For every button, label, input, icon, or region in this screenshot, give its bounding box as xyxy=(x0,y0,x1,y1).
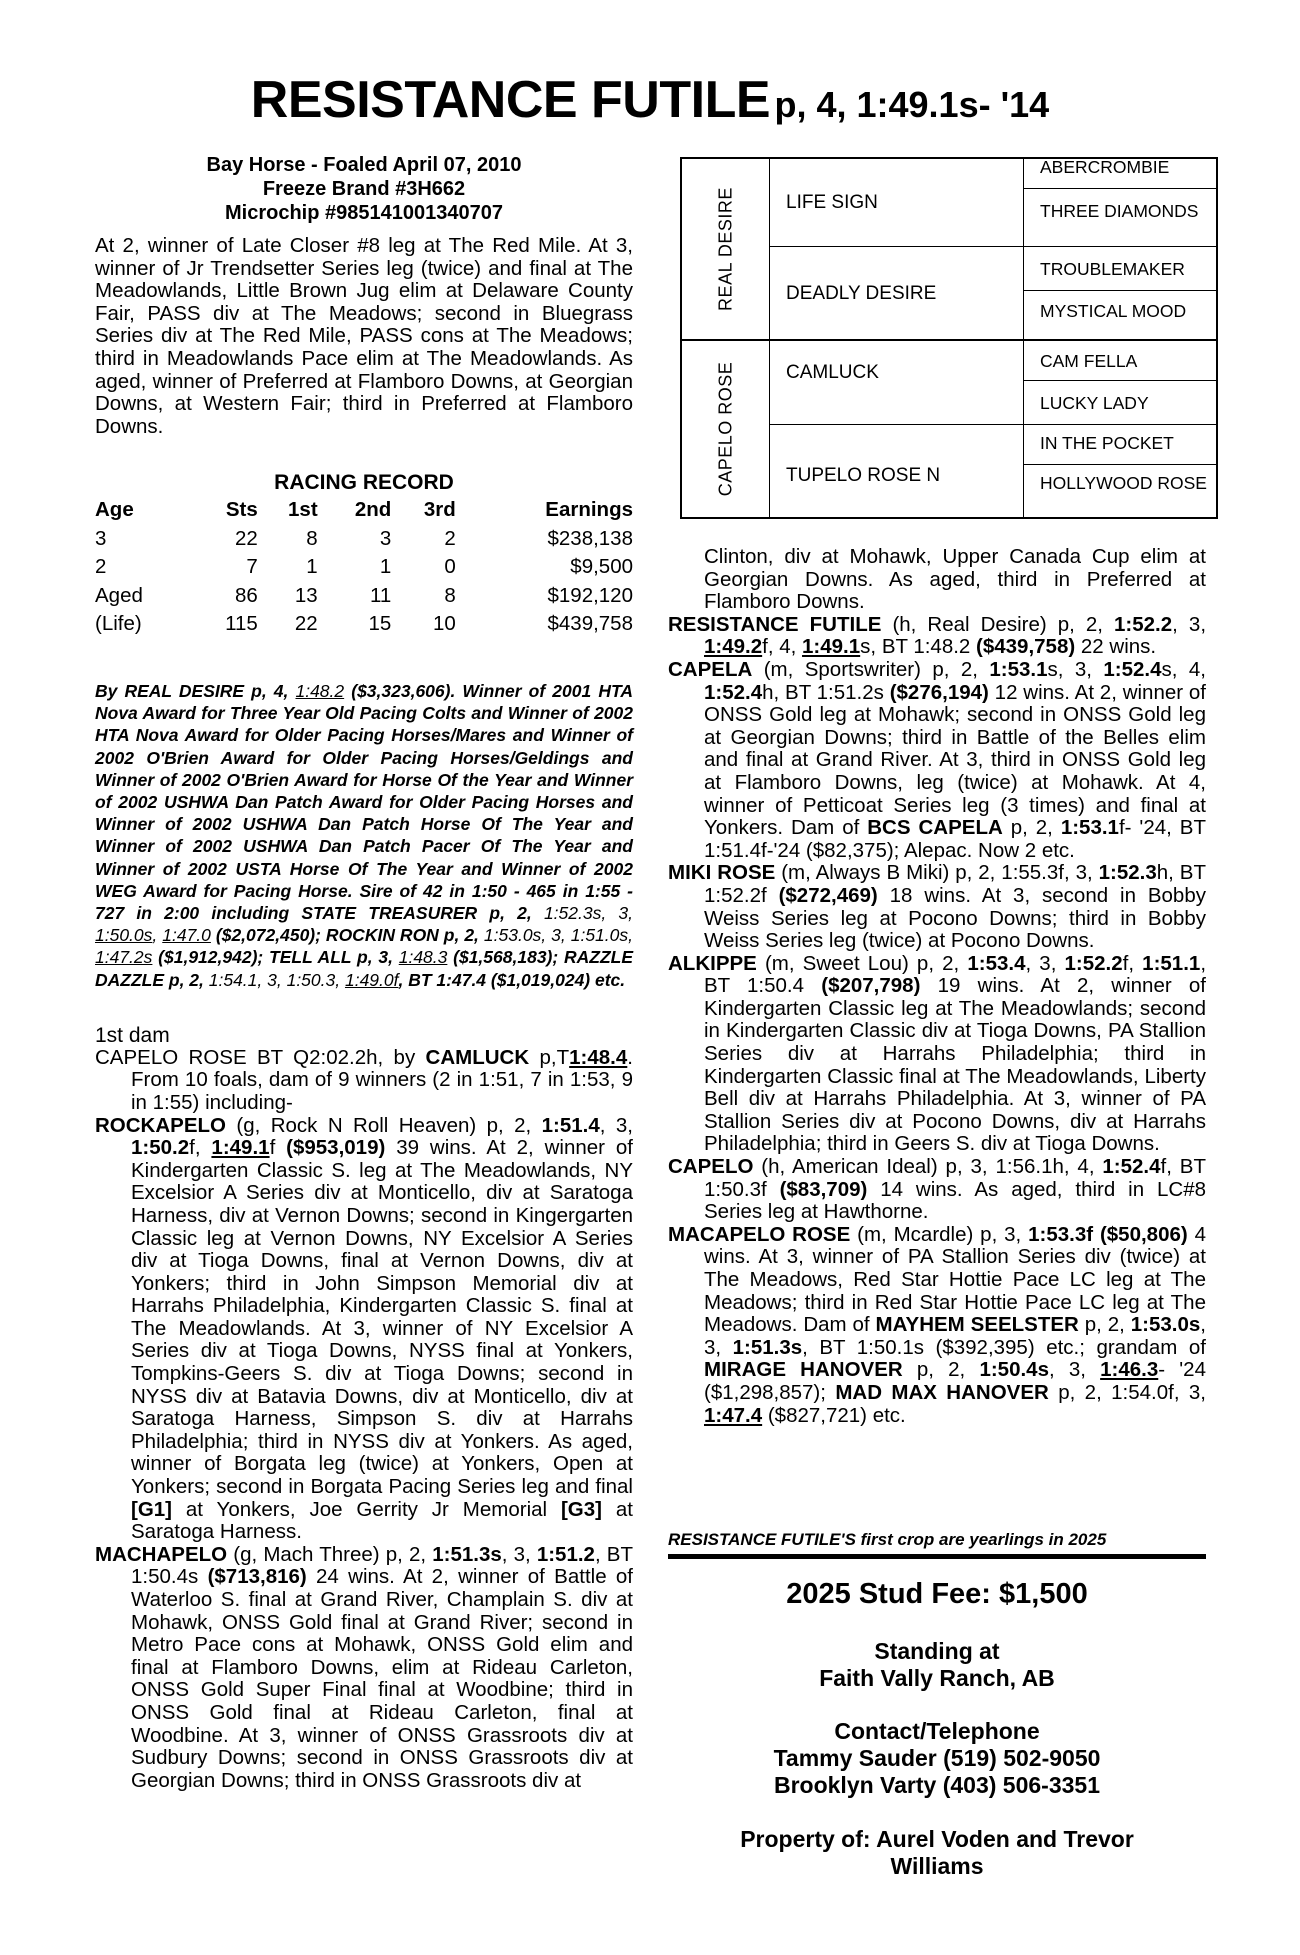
pedigree-dam-dam: TUPELO ROSE N xyxy=(770,425,1024,517)
offspring-name: RESISTANCE FUTILE xyxy=(668,612,882,636)
entry-time: 1:51.2 xyxy=(536,1542,595,1566)
offspring-capelo xyxy=(668,1156,1206,1224)
cell: 10 xyxy=(432,612,456,636)
entry-text: 18 wins. At 3, second in Bobby Weiss Series leg at Pocono Downs; third in Bobby Weiss Series leg (twice) at Pocono Downs. xyxy=(704,883,1206,953)
entry-text: (h, American Ideal) p, 3, 1:56.1h, 4, xyxy=(753,1155,1103,1179)
cell: 1 xyxy=(306,555,318,579)
entry-time: 1:52.4 xyxy=(704,680,763,704)
contact-brooklyn: Brooklyn Varty (403) 506-3351 xyxy=(773,1772,1100,1798)
pedigree-sire-box xyxy=(682,159,770,341)
first-dam-intro xyxy=(95,1047,633,1115)
horse-info xyxy=(95,153,633,225)
entry-text: , BT 1:50.4 xyxy=(704,951,1207,998)
entry-text: 19 wins. At 2, winner of Kindergarten Classic leg at The Meadowlands; second in Kindergarten Classic div at Tioga Downs, PA Stallion Series div at Harrahs Philadelphia; third in Kindergarten Classic final at The Meadowlands, Liberty Bell div at Harrahs Philadelphia. At 3, winner of PA Stallion Series div at Pocono Downs, div at Harrahs Philadelphia; third in Geers S. div at Tioga Downs. xyxy=(704,974,1206,1156)
entry-earnings: ($439,758) xyxy=(976,635,1076,659)
stud-fee: 2025 Stud Fee: $1,500 xyxy=(786,1578,1088,1610)
cell: $9,500 xyxy=(570,555,633,579)
dam-text: CAPELO ROSE BT Q2:02.2h, by xyxy=(95,1045,426,1069)
summary-paragraph: At 2, winner of Late Closer #8 leg at The Red Mile. At 3, winner of Jr Trendsetter Series leg (twice) and final at The Meadowlands, Little Brown Jug elim at Delaware County Fair, PASS div at The Meadows; second in Bluegrass Series div at The Red Mile, PASS cons at The Meadows; third in Meadowlands Pace elim at The Meadowlands. As aged, winner of Preferred at Flamboro Downs, at Georgian Downs, at Western Fair; third in Preferred at Flamboro Downs. xyxy=(95,234,633,438)
entry-text: , 3, xyxy=(1025,951,1065,975)
offspring-name: BCS CAPELA xyxy=(867,816,1003,840)
pedigree-dam: CAPELO ROSE xyxy=(715,361,735,497)
col-header: Earnings xyxy=(545,497,633,521)
offspring-name: MAD MAX HANOVER xyxy=(835,1380,1049,1404)
pedigree-dam-box xyxy=(682,341,770,517)
entry-text: 24 wins. At 2, winner of Battle of Waterloo S. final at Grand River, Champlain S. div at Mohawk, ONSS Gold final at Grand River; second in Metro Pace cons at Mohawk, ONSS Gold elim and final at Flamboro Downs, elim at Rideau Carleton, ONSS Gold Super Final final at Woodbine; third in ONSS Gold final at Rideau Carleton, final at Woodbine. At 3, winner of ONSS Grassroots div at Sudbury Downs; second in ONSS Grassroots div at Georgian Downs; third in ONSS Grassroots div at xyxy=(131,1565,633,1792)
entry-time: 1:53.1 xyxy=(1060,816,1119,840)
entry-text: 39 wins. At 2, winner of Kindergarten Classic S. leg at The Meadowlands, NY Excelsior A Series div at Monticello, div at Saratoga Harness, div at Vernon Downs; second in Kingergarten Classic leg at Vernon Downs, NY Excelsior A Series div at Tioga Downs, final at Vernon Downs, div at Yonkers; third in John Simpson Memorial div at Harrahs Philadelphia, Kindergarten Classic S. final at The Meadowlands. At 3, winner of NY Excelsior A Series div at Tioga Downs, NYSS final at Yonkers, Tompkins-Geers S. div at Tioga Downs; second in NYSS div at Batavia Downs, div at Monticello, div at Saratoga Harness, Simpson S. div at Harrahs Philadelphia; third in NYSS div at Yonkers. As aged, winner of Borgata leg (twice) at Yonkers, Open at Yonkers; second in Borgata Pacing Series leg and final xyxy=(131,1136,633,1499)
sire-text: , BT 1:47.4 ($1,019,024) etc. xyxy=(398,969,626,990)
standing-location: Faith Vally Ranch, AB xyxy=(819,1665,1055,1691)
entry-text: p, 2, xyxy=(1078,1313,1131,1337)
offspring-miki-rose xyxy=(668,862,1206,952)
entry-time: 1:53.1 xyxy=(989,657,1048,681)
entry-earnings: ($713,816) xyxy=(207,1565,307,1589)
property-owners: Property of: Aurel Voden and Trevor Williams xyxy=(740,1826,1134,1879)
dam-text: . From 10 foals, dam of 9 winners (2 in 1:51, 7 in 1:53, 9 in 1:55) including- xyxy=(131,1045,633,1114)
dam-text: p,T xyxy=(529,1045,570,1069)
sire-text: 1:48.2 xyxy=(295,680,345,701)
entry-text: at Saratoga Harness. xyxy=(131,1497,633,1544)
cell: 7 xyxy=(246,555,258,579)
entry-earnings: ($272,469) xyxy=(778,883,878,907)
pedigree-sire-dam: DEADLY DESIRE xyxy=(770,247,1024,341)
entry-text: (m, Sweet Lou) p, 2, xyxy=(756,951,968,975)
entry-time: 1:50.2 xyxy=(131,1136,190,1160)
sire-paragraph xyxy=(95,680,633,991)
entry-text: 14 wins. As aged, third in LC#8 Series leg at Hawthorne. xyxy=(704,1177,1206,1224)
cell: 2 xyxy=(95,555,107,579)
entry-text: , 3, xyxy=(599,1113,633,1137)
entry-time: 1:53.0s xyxy=(1130,1313,1201,1337)
entry-earnings: ($276,194) xyxy=(889,680,989,704)
cell: 8 xyxy=(444,583,456,607)
cell: 11 xyxy=(370,583,392,607)
entry-text: , BT 1:50.1s ($392,395) etc.; grandam of xyxy=(802,1335,1206,1359)
pedigree-g3: THREE DIAMONDS xyxy=(1024,189,1216,247)
pedigree-g3: TROUBLEMAKER xyxy=(1024,247,1216,291)
first-dam-heading: 1st dam xyxy=(95,1023,170,1047)
entry-time: 1:47.4 xyxy=(704,1403,763,1427)
entry-text: 12 wins. At 2, winner of ONSS Gold leg at Mohawk; second in ONSS Gold leg at Georgian Downs; third in Battle of the Belles elim and final at Grand River. At 3, third in ONSS Gold leg at Flamboro Downs, leg (twice) at Mohawk. At 4, winner of Petticoat Series leg (3 times) and final at Yonkers. Dam of xyxy=(704,680,1206,840)
entry-time: 1:49.1 xyxy=(211,1136,270,1160)
entry-text: , BT 1:50.4s xyxy=(131,1542,633,1589)
cell: 15 xyxy=(368,612,392,636)
sire-text: 1:53.0s, 3, 1:51.0s, xyxy=(483,925,633,946)
cell: 0 xyxy=(444,555,456,579)
first-crop-note: RESISTANCE FUTILE'S first crop are yearlings in 2025 xyxy=(668,1530,1206,1559)
cell: $238,138 xyxy=(547,526,633,550)
entry-text: 4 wins. At 3, winner of PA Stallion Series div (twice) at The Meadows, Red Star Hottie Pace LC leg at The Meadows; third in Red Star Hottie Pace LC leg at The Meadows. Dam of xyxy=(704,1222,1206,1337)
racing-record-table xyxy=(95,497,633,640)
entry-text: (m, Always B Miki) p, 2, 1:55.3f, 3, xyxy=(775,861,1099,885)
table-row xyxy=(95,554,633,583)
entry-time: 1:52.4 xyxy=(1102,1155,1161,1179)
cell: Aged xyxy=(95,583,143,607)
contact-title: Contact/Telephone xyxy=(834,1718,1040,1744)
horse-summary: p, 4, 1:49.1s- '14 xyxy=(774,84,1050,125)
entry-time: 1:49.1 xyxy=(802,635,861,659)
entry-text: at Yonkers, Joe Gerrity Jr Memorial xyxy=(172,1497,561,1521)
offspring-capela xyxy=(668,659,1206,862)
offspring-name: ALKIPPE xyxy=(668,951,757,975)
pedigree-sire-sire: LIFE SIGN xyxy=(770,159,1024,247)
cell: 3 xyxy=(95,526,107,550)
dam-sire: CAMLUCK xyxy=(425,1045,530,1069)
col-header: 2nd xyxy=(354,497,392,521)
entry-time: 1:53.3f xyxy=(1028,1222,1094,1246)
entry-text: p, 2, 1:54.0f, 3, xyxy=(1048,1380,1206,1404)
pedigree-g3: ABERCROMBIE xyxy=(1024,159,1216,189)
offspring-name: MAYHEM SEELSTER xyxy=(875,1313,1079,1337)
entry-time: 1:51.1 xyxy=(1142,951,1201,975)
grade-tag: [G1] xyxy=(131,1497,172,1521)
sire-text: 1:47.0 xyxy=(162,925,211,946)
entry-time: 1:46.3 xyxy=(1100,1358,1159,1382)
offspring-alkippe xyxy=(668,953,1206,1156)
offspring-name: MACAPELO ROSE xyxy=(668,1222,851,1246)
entry-text: (m, Mcardle) p, 3, xyxy=(850,1222,1029,1246)
left-column xyxy=(95,153,633,1792)
entry-text: h, BT 1:52.2f xyxy=(704,861,1206,907)
entry-time: 1:51.3s xyxy=(432,1542,502,1566)
standing-block xyxy=(668,1638,1206,1692)
entry-earnings: ($953,019) xyxy=(286,1136,386,1160)
pedigree-sire: REAL DESIRE xyxy=(715,187,735,311)
entry-time: 1:50.4s xyxy=(979,1358,1049,1382)
offspring-macapelo-rose xyxy=(668,1224,1206,1427)
racing-record-title: RACING RECORD xyxy=(274,471,454,495)
pedigree-dam-sire: CAMLUCK xyxy=(770,341,1024,425)
entry-text: , 3, xyxy=(1172,612,1207,636)
entry-text: f xyxy=(269,1136,287,1160)
cell: 115 xyxy=(225,612,258,636)
col-header: Sts xyxy=(225,497,258,521)
entry-text: f, BT 1:50.3f xyxy=(704,1155,1206,1201)
dam-time: 1:48.4 xyxy=(569,1045,628,1069)
foaled-line: Bay Horse - Foaled April 07, 2010 xyxy=(206,154,522,176)
entry-text: f, xyxy=(1122,951,1143,975)
offspring-name: MACHAPELO xyxy=(95,1542,228,1566)
offspring-name: ROCKAPELO xyxy=(95,1113,226,1137)
entry-time: 1:53.4 xyxy=(967,951,1026,975)
pedigree-chart xyxy=(680,157,1218,519)
entry-text: (g, Rock N Roll Heaven) p, 2, xyxy=(225,1113,542,1137)
entry-text: ($827,721) etc. xyxy=(762,1403,906,1427)
sire-text: By REAL DESIRE p, 4, xyxy=(95,680,296,701)
sire-text: ($3,323,606). Winner of 2001 HTA Nova Award for Three Year Old Pacing Colts and Winner of 2002 HTA Nova Award for Older Pacing Horses/Mares and Winner of 2002 O'Brien Award for Older Pacing Horses/Geldings and Winner of 2002 O'Brien Award for Horse Of the Year and Winner of 2002 USHWA Dan Patch Award for Older Pacing Horses and Winner of 2002 USHWA Dan Patch Horse Of The Year and Winner of 2002 USHWA Dan Patch Pacer Of The Year and Winner of 2002 USTA Horse Of The Year and Winner of 2002 WEG Award for Pacing Horse. Sire of 42 in 1:50 - 465 in 1:55 - 727 in 2:00 including STATE TREASURER p, 2, xyxy=(95,680,633,923)
contact-tammy: Tammy Sauder (519) 502-9050 xyxy=(773,1745,1101,1771)
offspring-name: CAPELO xyxy=(668,1155,754,1179)
table-row xyxy=(95,583,633,612)
cell: 1 xyxy=(379,555,392,579)
contact-block xyxy=(668,1718,1206,1799)
entry-text: , 3, xyxy=(704,1313,1206,1359)
entry-earnings: ($207,798) xyxy=(821,974,921,998)
entry-text: (h, Real Desire) p, 2, xyxy=(881,612,1115,636)
entry-text: s, 3, xyxy=(1047,657,1104,681)
entry-time: 1:51.3s xyxy=(732,1335,803,1359)
cell: 3 xyxy=(379,526,392,550)
entry-text: f, xyxy=(189,1136,212,1160)
entry-time: 1:52.2 xyxy=(1064,951,1123,975)
offspring-rockapelo xyxy=(95,1115,633,1544)
entry-earnings: ($83,709) xyxy=(779,1177,868,1201)
sire-text: , xyxy=(152,925,163,946)
col-header: 3rd xyxy=(423,497,456,521)
cell: 2 xyxy=(444,526,456,550)
sire-text: 1:48.3 xyxy=(398,947,448,968)
entry-text: (m, Sportswriter) p, 2, xyxy=(752,657,990,681)
entry-time: 1:49.2 xyxy=(704,635,763,659)
cell: 86 xyxy=(234,583,258,607)
offspring-machapelo xyxy=(95,1544,633,1793)
col-header: 1st xyxy=(288,497,318,521)
sire-text: 1:52.3s, 3, xyxy=(543,902,633,923)
sire-text: 1:50.0s xyxy=(95,925,153,946)
entry-text: , 3, xyxy=(501,1542,537,1566)
entry-text: , 3, xyxy=(1048,1358,1101,1382)
grade-tag: [G3] xyxy=(560,1497,602,1521)
cell: $439,758 xyxy=(547,612,633,636)
entry-time: 1:52.2 xyxy=(1114,612,1173,636)
entry-text: p, 2, xyxy=(902,1358,980,1382)
pedigree-g3: IN THE POCKET xyxy=(1024,425,1216,465)
cell: 22 xyxy=(294,612,318,636)
entry-text: p, 2, xyxy=(1002,816,1061,840)
sire-text: ($1,568,183); RAZZLE DAZZLE p, 2, xyxy=(95,947,633,990)
racing-record-header xyxy=(95,497,633,526)
pedigree-g3: LUCKY LADY xyxy=(1024,381,1216,425)
entry-text: s, BT 1:48.2 xyxy=(860,635,977,659)
machapelo-continued: Clinton, div at Mohawk, Upper Canada Cup elim at Georgian Downs. As aged, third in Preferred at Flamboro Downs. xyxy=(704,545,1206,614)
pedigree-g3: MYSTICAL MOOD xyxy=(1024,291,1216,341)
microchip-line: Microchip #985141001340707 xyxy=(225,202,503,224)
cell: 8 xyxy=(306,526,318,550)
entry-text: (g, Mach Three) p, 2, xyxy=(227,1542,433,1566)
entry-text: f, 4, xyxy=(762,635,803,659)
sire-text: ($2,072,450); ROCKIN RON p, 2, xyxy=(210,925,484,946)
entry-time: 1:51.4 xyxy=(541,1113,600,1137)
entry-text: s, 4, xyxy=(1161,657,1206,681)
offspring-name: MIKI ROSE xyxy=(668,861,776,885)
sire-text: 1:54.1, 3, 1:50.3, xyxy=(208,969,345,990)
sire-text: 1:47.2s xyxy=(95,947,153,968)
cell: 13 xyxy=(294,583,318,607)
cell: (Life) xyxy=(95,612,142,636)
cell: $192,120 xyxy=(547,583,633,607)
entry-text xyxy=(1093,1223,1100,1246)
entry-time: 1:52.3 xyxy=(1098,861,1157,885)
entry-time: 1:52.4 xyxy=(1103,657,1162,681)
offspring-name: MIRAGE HANOVER xyxy=(704,1358,903,1382)
table-row xyxy=(95,526,633,555)
offspring-name: CAPELA xyxy=(668,657,753,681)
entry-text: f- '24, BT 1:51.4f-'24 ($82,375); Alepac. Now 2 etc. xyxy=(704,816,1206,862)
pedigree-g3: HOLLYWOOD ROSE xyxy=(1040,473,1207,493)
entry-earnings: ($50,806) xyxy=(1099,1222,1188,1246)
page-title xyxy=(0,70,1300,130)
cell: 22 xyxy=(234,526,258,550)
pedigree-g3: CAM FELLA xyxy=(1024,341,1216,381)
entry-text: - '24 ($1,298,857); xyxy=(704,1358,1206,1404)
col-header: Age xyxy=(95,497,134,521)
horse-name: RESISTANCE FUTILE xyxy=(250,71,771,129)
sire-text: 1:49.0f xyxy=(344,969,399,990)
sire-text: ($1,912,942); TELL ALL p, 3, xyxy=(152,947,399,968)
offspring-resistance-futile xyxy=(668,614,1206,659)
standing-label: Standing at xyxy=(874,1638,1000,1664)
entry-text: 22 wins. xyxy=(1075,635,1157,659)
freeze-brand-line: Freeze Brand #3H662 xyxy=(262,178,466,200)
right-column xyxy=(668,546,1206,1427)
entry-text: h, BT 1:51.2s xyxy=(762,680,890,704)
table-row xyxy=(95,611,633,640)
